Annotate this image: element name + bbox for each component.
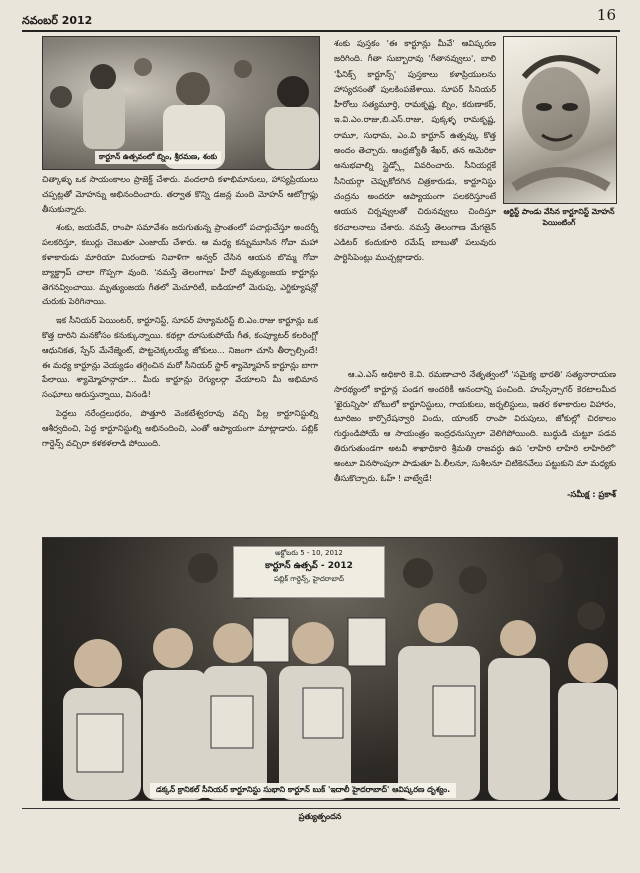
footer-title: ప్రత్యుత్పందన: [298, 812, 342, 821]
paragraph: ఆ.ఎ.ఎస్ అధికారి కె.వి. రమణాచారి నేతృత్వంలో 'సమైక్య భారతి' సత్యనారాయణ సారథ్యంలో కార్టూన్ల పండగ అందరికీ ఆనందాన్ని పంచింది. హుస్సేన్సాగర్ కెరటాలమీద 'ఖైరున్నిసా' బోటులో కార్టూనిస్టులు, గాయకులు, జర్నలిస్టులు, ఇతర కళాకారుల విహారం, టూరిజం కార్పొరేషన్వారి విందు, యాంకర్ రాంపా విరుపులు, జోకుల్లో చిరకాలం గుర్తుండిపోయే ఆ సాయంత్రం ఇంద్రధనుస్సులా వెలిగిపోయింది. బుద్ధుడి చుట్టూ పడవ తిరుగుతుండగా అటవీ శాఖాధికారి శ్రీమతి రాజవర్ధు ఉప 'లాహిరి లాహిరి లాహిరిలో' అంటూ వినసొంపుగా పాడుతూ పి.లీలనూ, సుశీలనూ చిటికెనవేలు పట్టుకుని మా మధ్యకు తీసుకొచ్చారు. ఓహ్ ! వాట్వేడే!: [334, 369, 616, 483]
painting-caption: ఆర్టిస్ట్ పాండు వేసిన కార్టూనిస్ట్ మోహన్ పెయింటింగ్: [503, 207, 615, 227]
painting-sketch: [504, 37, 616, 203]
paragraph: ఇక సీనియర్ పెయింటర్, కార్టూనిస్ట్, సూపర్ హ్యూమరిస్ట్ బి.ఎం.రాజు కార్టూన్లు ఒక కొత్త దారిని మనకోసం కనుక్కున్నాయి. కథల్లా దూసుకుపోయే గీత, కంప్యూటర్ కలరింగ్లో ఆధునికత, స్పేస్ మేనేజ్మెంట్, పొట్టచెక్కలయ్యే జోకులు... నిజంగా చూసి తీర్చాల్సిందే! ఈ మధ్య కార్టూన్లు వెయ్యడం తగ్గించిన మరో సీనియర్ స్టార్ శ్యామ్మోహన్ కార్టూన్లు బాగా పేలాయి. శ్యామ్మోహన్గారూ... మీరు కార్టూన్లు రెగ్యులర్గా వేయాలని మీ అభిమాన సంఘాలు అరుస్తున్నాయి, వినండి!: [42, 315, 318, 400]
photo-caption: కార్టూన్ ఉత్సవంలో బ్నిం, శ్రీరమణ, శంకు: [95, 151, 221, 164]
right-article-column-bottom: [334, 367, 616, 502]
book-launch-photo: [42, 537, 618, 801]
author-signature: -సమీక్ష : ప్రకాశ్: [566, 489, 616, 500]
paragraph: శంకు పుస్తకం 'ఈ కార్టూన్లు మీవే' ఆవిష్కరణ జరిగింది. గీతా సుబ్బారావు 'గీతానవ్వులు', బాలి 'ఫీనిక్స్ కార్టూన్స్' పుస్తకాలు కళాప్రియులను హాస్యరసంతో పులకింపజేశాయి. సూపర్ సీనియర్ హీరోలు సత్యమూర్తి, రామకృష్ణ, బ్నిం, కరుణాకర్, ఇ.వి.ఎం.రాజు,బి.ఎస్.రాజు, పుక్కళ్ళ రామకృష్ణ, రామూ, సుధామ, ఎం.వి కార్టూన్ ఉత్సవ్కు కొత్త అందం తెచ్చారు. ఆంధ్రజ్యోతీ శేఖర్, తన అమెరికా అనుభవాల్ని స్లైడ్స్లో వివరించారు. సీనియర్లకే సీనియర్గా చెప్పుకోదగిన చిత్రకారుడు, కార్టూనిస్టు చంద్రను అందరూ ఆప్యాయంగా పలకరిస్తూంటే ఆయన చిర్నవ్వులతో చిరునవ్వులు చిందిస్తూ కరచాలనాలు చేశారు. నమస్తే తెలంగాణ మేగజైన్ ఎడిటర్ కందుకూరి రమేష్ బాబుతో పలువురు పార్టిసిపెంట్లు ముచ్చట్లాడారు.: [334, 38, 496, 263]
banner-dates: అక్టోబరు 5 - 10, 2012: [275, 549, 343, 557]
right-article-column-top: [334, 36, 496, 265]
cartoon-festival-photo: [42, 36, 320, 170]
issue-date: నవంబర్ 2012: [22, 14, 93, 27]
left-article-column: [42, 172, 318, 450]
paragraph: శంకు, జయదేవ్, రాంపా సమావేశం జరుగుతున్న ప్రాంతంలో పచార్లుచేస్తూ అందర్నీ పలకరిస్తూ, కబుర్లు చెబుతూ ఎంజాయ్ చేశారు. ఆ మధ్య కన్నుమూసిన గోవా మహా కళాకారుడు మారియా మిరందాకు నివాళిగా అన్వర్ చేసిన ఆయన బొమ్మ గోవా బ్యాక్డ్రాప్ చాలా గొప్పగా వుంది. 'నమస్తే తెలంగాణ' హీరో మృత్యుంజయ కార్టూన్లు తెగనవ్వించాయి. మృత్యుంజయ గీతలో మెచూరిటీ, ఐడియాలో మెరుపు, ఎగ్జిక్యూషన్లో చురుకు పెరిగినాయి.: [42, 222, 318, 307]
paragraph: పెద్దలు నరేంద్రలుధరం, పొత్తూరి వెంకటేశ్వరరావు వచ్చి పిల్ల కార్టూనిస్టుల్ని ఆశీర్వదించి, పెద్ద కార్టూనిస్టుల్ని అభినందించి, ఎంతో ఆప్యాయంగా మాట్లాడారు. పబ్లిక్ గార్డెన్స్ వచ్చిరా కళకళలాడి పోయింది.: [42, 407, 318, 448]
mohan-painting: [503, 36, 617, 204]
page-number: 16: [596, 6, 616, 24]
bottom-photo-caption: డక్కన్ క్రానికల్ సీనియర్ కార్టూనిస్టు సుభాని కార్టూన్ బుక్ 'ఇదాలీ హైదరాబాద్' ఆవిష్కరణ దృశ్యం.: [150, 783, 456, 798]
header-rule: [22, 30, 620, 32]
festival-banner: [233, 546, 385, 598]
footer-rule: [22, 808, 620, 809]
banner-venue: పబ్లిక్ గార్డెన్స్, హైదరాబాద్: [274, 575, 344, 583]
audience-figures: [43, 37, 319, 169]
banner-title: కార్టూన్ ఉత్సవ్ - 2012: [265, 561, 353, 571]
paragraph: చిత్కాళ్ళు ఒక సాయంకాలం ప్రాజెక్ట్ చేశారు. వందలాది కళాభిమానులు, హాస్యప్రియులు చప్పట్లతో మోహన్ను అభినందించారు. తర్వాత కొన్ని డజన్ల మంది మోహన్ ఆటోగ్రాఫ్లు తీసుకున్నారు.: [42, 174, 318, 214]
